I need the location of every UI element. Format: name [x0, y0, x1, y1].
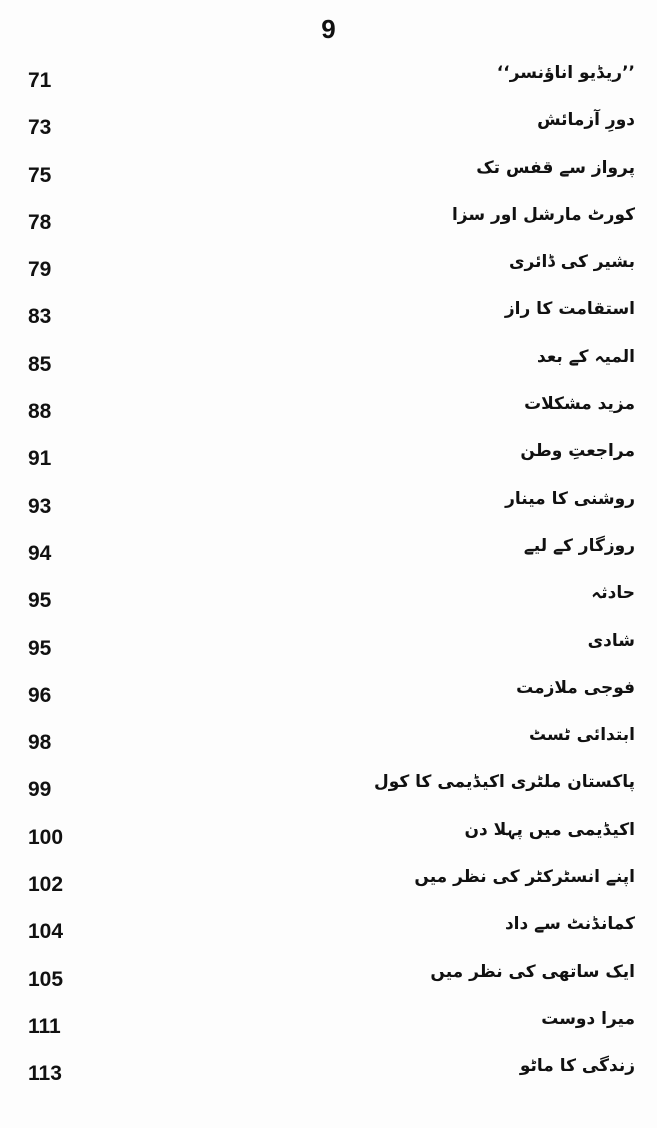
- toc-page-number: 99: [28, 778, 52, 802]
- toc-title: میرا دوست: [541, 1008, 635, 1029]
- toc-entry: [0, 577, 657, 624]
- toc-page-number: 85: [28, 352, 52, 376]
- toc-title: کمانڈنٹ سے داد: [504, 914, 635, 935]
- toc-page-number: 88: [28, 400, 52, 424]
- toc-page-number: 104: [28, 920, 64, 944]
- toc-entry: [0, 435, 657, 482]
- toc-entry: [0, 956, 657, 1003]
- toc-entry: [0, 814, 657, 861]
- toc-entry: [0, 1050, 657, 1097]
- toc-entry: [0, 625, 657, 672]
- toc-title: روشنی کا مینار: [505, 488, 635, 509]
- toc-title: مزید مشکلات: [524, 394, 635, 415]
- toc-page-number: 71: [28, 69, 52, 92]
- toc-title: استقامت کا راز: [504, 299, 635, 320]
- toc-page-number: 105: [28, 967, 64, 991]
- toc-title: اپنے انسٹرکٹر کی نظر میں: [414, 867, 635, 888]
- toc-page-number: 93: [28, 494, 52, 518]
- toc-page-number: 111: [28, 1014, 61, 1038]
- toc-title: پاکستان ملٹری اکیڈیمی کا کول: [373, 772, 635, 793]
- toc-title: اکیڈیمی میں پہلا دن: [464, 819, 635, 840]
- toc-entry: [0, 908, 657, 955]
- toc-page-number: 94: [28, 541, 52, 565]
- toc-page-number: 102: [28, 873, 64, 897]
- toc-title: شادی: [587, 630, 635, 651]
- toc-title: روزگار کے لیے: [523, 535, 635, 556]
- toc-entry: [0, 104, 657, 151]
- toc-entry: [0, 672, 657, 719]
- toc-page-number: 96: [28, 683, 52, 707]
- toc-page-number: 79: [28, 258, 52, 282]
- toc-page-number: 91: [28, 447, 52, 471]
- toc-entry: [0, 293, 657, 340]
- toc-title: زندگی کا ماٹو: [519, 1056, 635, 1077]
- toc-page-number: 98: [28, 731, 52, 755]
- toc-page-number: 113: [28, 1062, 62, 1086]
- toc-title: پرواز سے قفس تک: [476, 157, 635, 178]
- toc-page-number: 83: [28, 305, 52, 329]
- toc-entry: [0, 152, 657, 199]
- toc-entry: [0, 57, 657, 104]
- toc-title: ایک ساتھی کی نظر میں: [430, 961, 635, 982]
- toc-title: المیہ کے بعد: [537, 346, 635, 367]
- toc-page-number: 78: [28, 210, 52, 234]
- toc-entry: [0, 388, 657, 435]
- toc-page-number: 75: [28, 163, 52, 187]
- toc-page-number: 95: [28, 589, 52, 613]
- toc-page-number: 95: [28, 636, 52, 660]
- toc-entry: [0, 483, 657, 530]
- toc-title: فوجی ملازمت: [516, 677, 635, 698]
- toc-entry: [0, 341, 657, 388]
- toc-title: مراجعتِ وطن: [520, 441, 635, 462]
- toc-entry: [0, 199, 657, 246]
- toc-entry: [0, 530, 657, 577]
- toc-title: ’’ریڈیو اناؤنسر‘‘: [496, 63, 635, 83]
- toc-entry: [0, 861, 657, 908]
- toc-page-number: 73: [28, 116, 52, 140]
- toc-entry: [0, 766, 657, 813]
- toc-title: دورِ آزمائش: [537, 110, 635, 131]
- toc-entry: [0, 1003, 657, 1050]
- page-number: 9: [321, 14, 336, 44]
- toc-title: بشیر کی ڈائری: [508, 252, 635, 273]
- table-of-contents: [0, 57, 657, 1098]
- toc-entry: [0, 719, 657, 766]
- toc-title: کورٹ مارشل اور سزا: [451, 204, 635, 225]
- toc-page-number: 100: [28, 825, 64, 849]
- toc-title: ابتدائی ٹسٹ: [529, 725, 635, 746]
- toc-title: حادثہ: [591, 583, 635, 604]
- toc-entry: [0, 246, 657, 293]
